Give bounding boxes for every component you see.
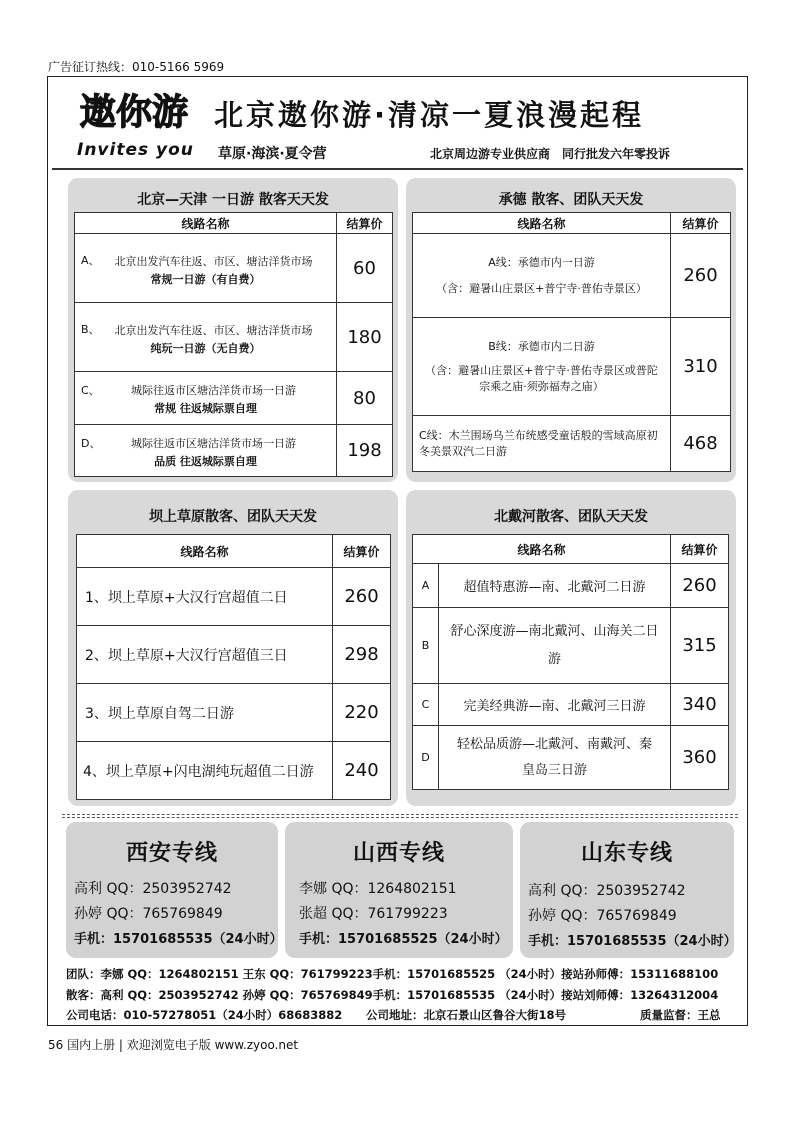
individual-contacts: 散客：高利 QQ：2503952742 孙婷 QQ：765769849手机：15701685535 （24小时）接站刘师傅：13264312004 (66, 988, 719, 1002)
panel-title: 承德 散客、团队天天发 (498, 192, 644, 208)
route-table (74, 212, 393, 477)
route-table (412, 534, 729, 790)
table-row (77, 684, 391, 742)
contact-mobile: 手机：15701685535（24小时） (528, 934, 737, 949)
team-contacts: 团队：李娜 QQ：1264802151 王东 QQ：761799223手机：15701685525 （24小时）接站孙师傅：15311688100 (66, 967, 719, 981)
col-price: 结算价 (671, 213, 731, 234)
route-desc: 城际往返市区塘沽洋货市场一日游 (131, 436, 296, 450)
logo-text: 遨你游 (79, 92, 189, 132)
route-desc: 北京出发汽车往返、市区、塘沽洋货市场 (114, 254, 313, 268)
contact-2: 孙婷 QQ：765769849 (528, 908, 677, 924)
price: 340 (671, 684, 729, 726)
panel-chengde (406, 178, 736, 482)
col-route: 线路名称 (75, 213, 337, 234)
page-footer: 56 国内上册 | 欢迎浏览电子版 www.zyoo.net (48, 1038, 299, 1052)
route-desc: 完美经典游—南、北戴河三日游 (439, 684, 671, 726)
route-desc: 1、坝上草原+大汉行宫超值二日 (77, 568, 333, 626)
line-title: 山东专线 (580, 841, 673, 866)
tagline: 北京周边游专业供应商 同行批发六年零投诉 (430, 147, 671, 161)
col-route: 线路名称 (77, 535, 333, 568)
price: 310 (671, 318, 731, 416)
price: 260 (671, 564, 729, 608)
ad-hotline: 广告征订热线：010-5166 5969 (48, 60, 225, 74)
price: 468 (671, 416, 731, 472)
price: 220 (333, 684, 391, 742)
route-desc: 超值特惠游—南、北戴河二日游 (439, 564, 671, 608)
price: 198 (337, 425, 393, 477)
route-note: 常规一日游（有自费） (150, 272, 261, 286)
contact-1: 高利 QQ：2503952742 (528, 883, 686, 899)
panel-shanxi-line (285, 822, 513, 958)
contact-1: 李娜 QQ：1264802151 (299, 881, 457, 897)
divider (62, 817, 738, 818)
col-route: 线路名称 (413, 213, 671, 234)
row-index: D (413, 726, 439, 790)
price: 180 (337, 303, 393, 372)
panel-title: 北京—天津 一日游 散客天天发 (137, 192, 329, 208)
col-price: 结算价 (333, 535, 391, 568)
contact-mobile: 手机：15701685535（24小时） (74, 932, 283, 947)
panel-shandong-line (520, 822, 737, 958)
contact-mobile: 手机：15701685525（24小时） (299, 932, 508, 947)
row-index: A (413, 564, 439, 608)
price: 360 (671, 726, 729, 790)
table-row (413, 234, 731, 318)
contact-2: 孙婷 QQ：765769849 (74, 906, 223, 922)
row-index: B、 (81, 322, 100, 336)
row-index: B (413, 608, 439, 684)
row-index: C (413, 684, 439, 726)
route-note: （含：避暑山庄景区+普宁寺·普佑寺景区或普陀宗乘之庙·须弥福寿之庙） (425, 363, 658, 393)
route-note: 常规 往返城际票自理 (154, 402, 257, 415)
quality-supervisor: 质量监督：王总 (640, 1008, 721, 1022)
company-address: 公司地址：北京石景山区鲁谷大街18号 (366, 1008, 567, 1022)
panel-beidaihe (406, 490, 736, 806)
table-row (413, 684, 729, 726)
table-row (413, 416, 731, 472)
contact-1: 高利 QQ：2503952742 (74, 881, 232, 897)
row-index: A、 (81, 253, 100, 267)
route-desc: 2、坝上草原+大汉行宫超值三日 (77, 626, 333, 684)
table-row (413, 564, 729, 608)
col-route: 线路名称 (413, 535, 671, 564)
col-price: 结算价 (337, 213, 393, 234)
table-row (77, 626, 391, 684)
panel-xian-line (66, 822, 283, 958)
panel-title: 北戴河散客、团队天天发 (494, 509, 648, 525)
line-title: 西安专线 (125, 841, 218, 866)
route-desc: 轻松品质游—北戴河、南戴河、秦皇岛三日游 (439, 726, 671, 790)
route-desc: A线：承德市内一日游 (488, 255, 595, 269)
price: 80 (337, 372, 393, 425)
panel-title: 坝上草原散客、团队天天发 (149, 509, 317, 525)
price: 260 (333, 568, 391, 626)
table-row (77, 568, 391, 626)
divider (62, 814, 738, 815)
panel-tianjin (68, 178, 398, 482)
price: 60 (337, 234, 393, 303)
row-index: C、 (81, 384, 100, 397)
panel-bashang (68, 490, 398, 806)
price: 315 (671, 608, 729, 684)
table-row (413, 608, 729, 684)
table-row (413, 726, 729, 790)
route-desc: B线：承德市内二日游 (488, 339, 595, 353)
row-index: D、 (81, 436, 101, 450)
company-phone: 公司电话：010-57278051（24小时）68683882 (66, 1008, 343, 1022)
subtitle: 草原·海滨·夏令营 (218, 146, 327, 162)
route-note: 纯玩一日游（无自费） (150, 341, 261, 355)
table-row (75, 303, 393, 372)
price: 298 (333, 626, 391, 684)
price: 260 (671, 234, 731, 318)
price: 240 (333, 742, 391, 800)
route-desc: 北京出发汽车往返、市区、塘沽洋货市场 (114, 323, 313, 337)
line-title: 山西专线 (352, 841, 445, 866)
route-desc: 4、坝上草原+闪电湖纯玩超值二日游 (77, 742, 333, 800)
table-row (75, 425, 393, 477)
contact-2: 张超 QQ：761799223 (299, 906, 448, 922)
route-note: 品质 往返城际票自理 (154, 454, 257, 468)
page-title: 北京遨你游·清凉一夏浪漫起程 (214, 98, 645, 132)
table-row (413, 318, 731, 416)
col-price: 结算价 (671, 535, 729, 564)
table-row (77, 742, 391, 800)
logo-icon (78, 86, 190, 132)
route-table (412, 212, 731, 472)
route-table (76, 534, 391, 800)
route-desc: C线：木兰围场乌兰布统感受童话般的雪域高原初冬美景双汽二日游 (419, 428, 658, 458)
route-note: （含：避暑山庄景区+普宁寺·普佑寺景区） (436, 281, 647, 295)
route-desc: 3、坝上草原自驾二日游 (77, 684, 333, 742)
route-desc: 舒心深度游—南北戴河、山海关二日游 (439, 608, 671, 684)
table-row (75, 234, 393, 303)
table-row (75, 372, 393, 425)
logo-english: Invites you (77, 140, 194, 160)
route-desc: 城际往返市区塘沽洋货市场一日游 (131, 384, 296, 397)
header-divider (52, 168, 743, 170)
